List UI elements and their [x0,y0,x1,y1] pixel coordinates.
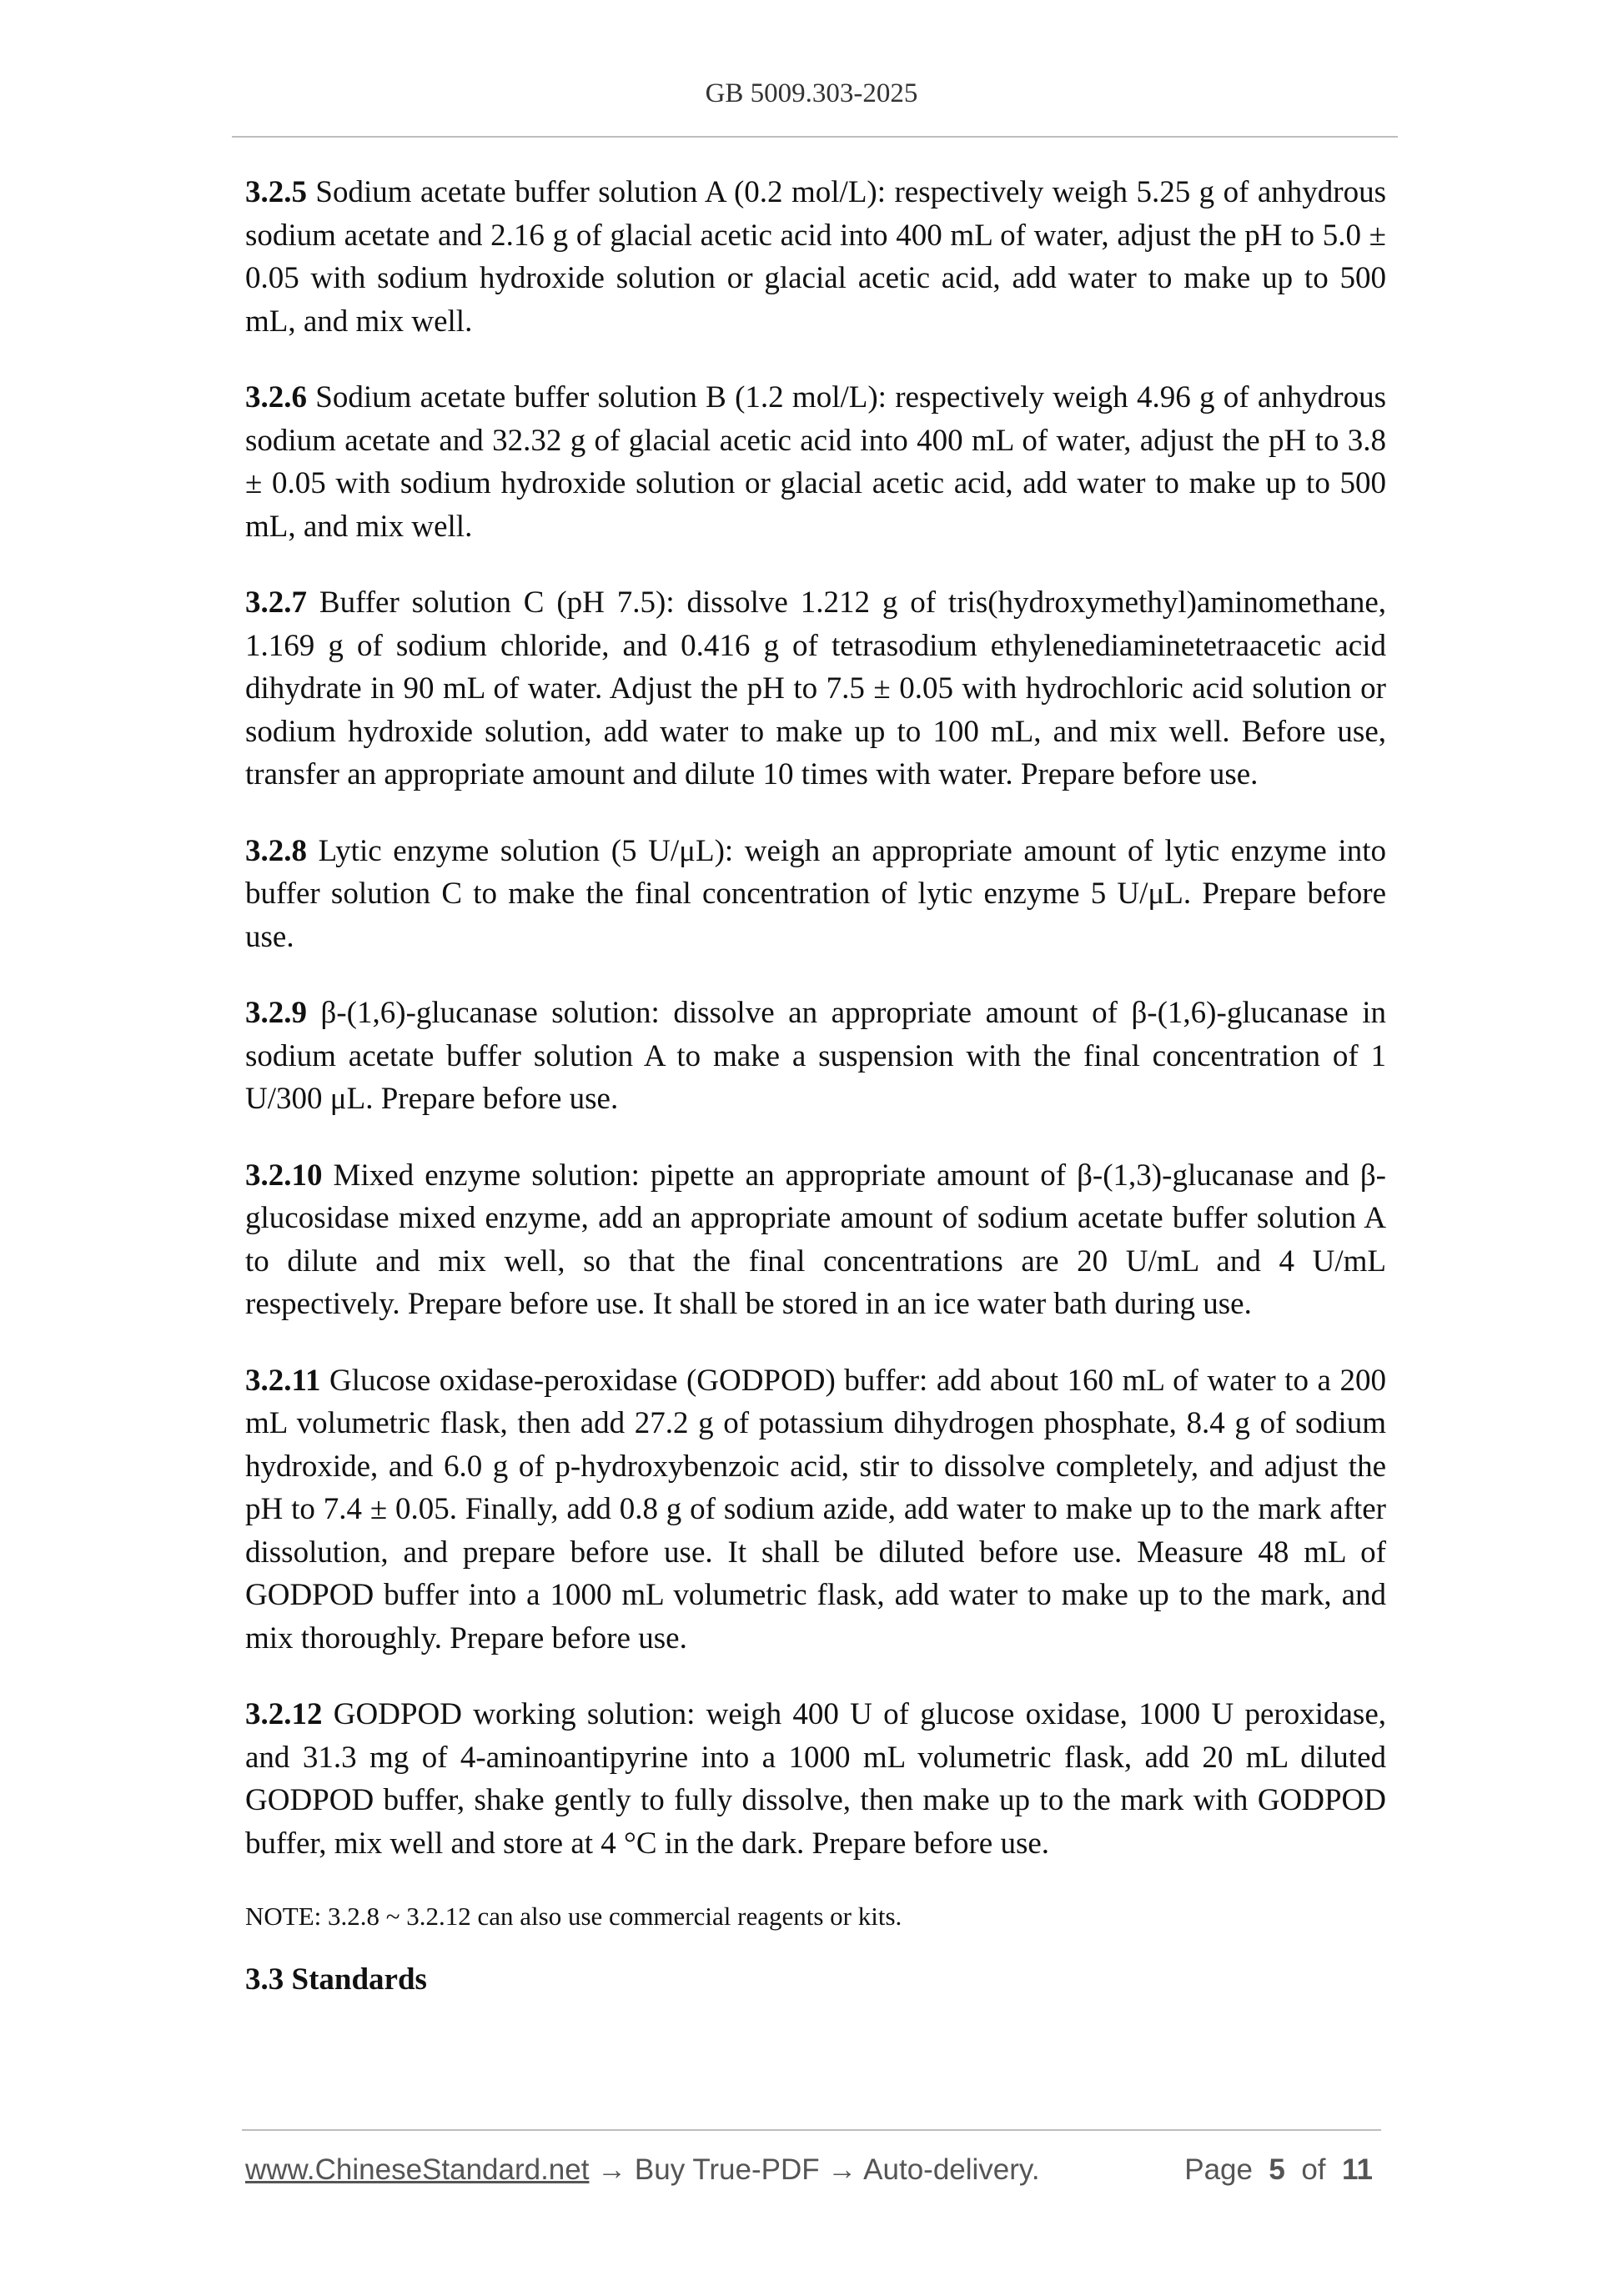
footer-promo [245,2153,1040,2187]
header-divider [232,136,1398,138]
clause-text: Mixed enzyme solution: pipette an appropriate amount of β-(1,3)-glucanase and β-glucosidase mixed enzyme, add an appropriate amount of sodium acetate buffer solution A to dilute and mix well, so that the final concentrations are 20 U/mL and 4 U/mL respectively. Prepare before use. It shall be stored in an ice water bath during use. [245,1158,1386,1321]
clause-3-2-12 [245,1693,1386,1865]
website-link[interactable]: www.ChineseStandard.net [245,2153,590,2186]
clause-number: 3.2.12 [245,1697,323,1731]
note-text: NOTE: 3.2.8 ~ 3.2.12 can also use commercial reagents or kits. [245,1902,902,1931]
clause-3-2-5 [245,171,1386,343]
clause-3-2-10 [245,1154,1386,1326]
clause-number: 3.2.5 [245,175,307,209]
clause-number: 3.2.11 [245,1363,321,1398]
clause-3-2-11 [245,1359,1386,1660]
clause-3-2-6 [245,376,1386,548]
document-body [245,171,1386,1997]
clause-text: Sodium acetate buffer solution A (0.2 mol/L): respectively weigh 5.25 g of anhydrous sodium acetate and 2.16 g of glacial acetic acid into 400 mL of water, adjust the pH to 5.0 ± 0.05 with sodium hydroxide solution or glacial acetic acid, add water to make up to 500 mL, and mix well. [245,175,1386,339]
page-label: Page [1184,2153,1253,2186]
page-current: 5 [1269,2153,1285,2186]
section-heading: 3.3 Standards [245,1962,427,1997]
page-of-label: of [1301,2153,1326,2186]
clause-text: Buffer solution C (pH 7.5): dissolve 1.212 g of tris(hydroxymethyl)aminomethane, 1.169 g of sodium chloride, and 0.416 g of tetrasodium ethylenediaminetetraacetic acid dihydrate in 90 mL of water. Adjust the pH to 7.5 ± 0.05 with hydrochloric acid solution or sodium hydroxide solution, add water to make up to 100 mL, and mix well. Before use, transfer an appropriate amount and dilute 10 times with water. Prepare before use. [245,585,1386,791]
clause-text: Glucose oxidase-peroxidase (GODPOD) buffer: add about 160 mL of water to a 200 mL volumetric flask, then add 27.2 g of potassium dihydrogen phosphate, 8.4 g of sodium hydroxide, and 6.0 g of p-hydroxybenzoic acid, stir to dissolve completely, and adjust the pH to 7.4 ± 0.05. Finally, add 0.8 g of sodium azide, add water to make up to the mark after dissolution, and prepare before use. It shall be diluted before use. Measure 48 mL of GODPOD buffer into a 1000 mL volumetric flask, add water to make up to the mark, and mix thoroughly. Prepare before use. [245,1363,1386,1655]
clause-3-2-9 [245,992,1386,1121]
clause-number: 3.2.10 [245,1158,323,1193]
clause-text: β-(1,6)-glucanase solution: dissolve an appropriate amount of β-(1,6)-glucanase in sodium acetate buffer solution A to make a suspension with the final concentration of 1 U/300 μL. Prepare before use. [245,996,1386,1116]
clause-number: 3.2.6 [245,380,307,414]
clause-text: GODPOD working solution: weigh 400 U of glucose oxidase, 1000 U peroxidase, and 31.3 mg of 4-aminoantipyrine into a 1000 mL volumetric flask, add 20 mL diluted GODPOD buffer, shake gently to fully dissolve, then make up to the mark with GODPOD buffer, mix well and store at 4 °C in the dark. Prepare before use. [245,1697,1386,1861]
clause-3-2-8 [245,830,1386,959]
page-indicator [1184,2153,1373,2187]
footer-tagline: → Buy True-PDF → Auto-delivery. [589,2153,1040,2186]
document-header: GB 5009.303-2025 [705,78,918,108]
clause-text: Lytic enzyme solution (5 U/μL): weigh an appropriate amount of lytic enzyme into buffer solution C to make the final concentration of lytic enzyme 5 U/μL. Prepare before use. [245,833,1386,954]
clause-3-2-7 [245,581,1386,796]
clause-text: Sodium acetate buffer solution B (1.2 mol/L): respectively weigh 4.96 g of anhydrous sodium acetate and 32.32 g of glacial acetic acid into 400 mL of water, adjust the pH to 3.8 ± 0.05 with sodium hydroxide solution or glacial acetic acid, add water to make up to 500 mL, and mix well. [245,380,1386,544]
clause-number: 3.2.8 [245,833,307,868]
page-total: 11 [1342,2153,1373,2186]
clause-number: 3.2.9 [245,996,307,1030]
clause-number: 3.2.7 [245,585,307,620]
footer-divider [242,2129,1381,2131]
